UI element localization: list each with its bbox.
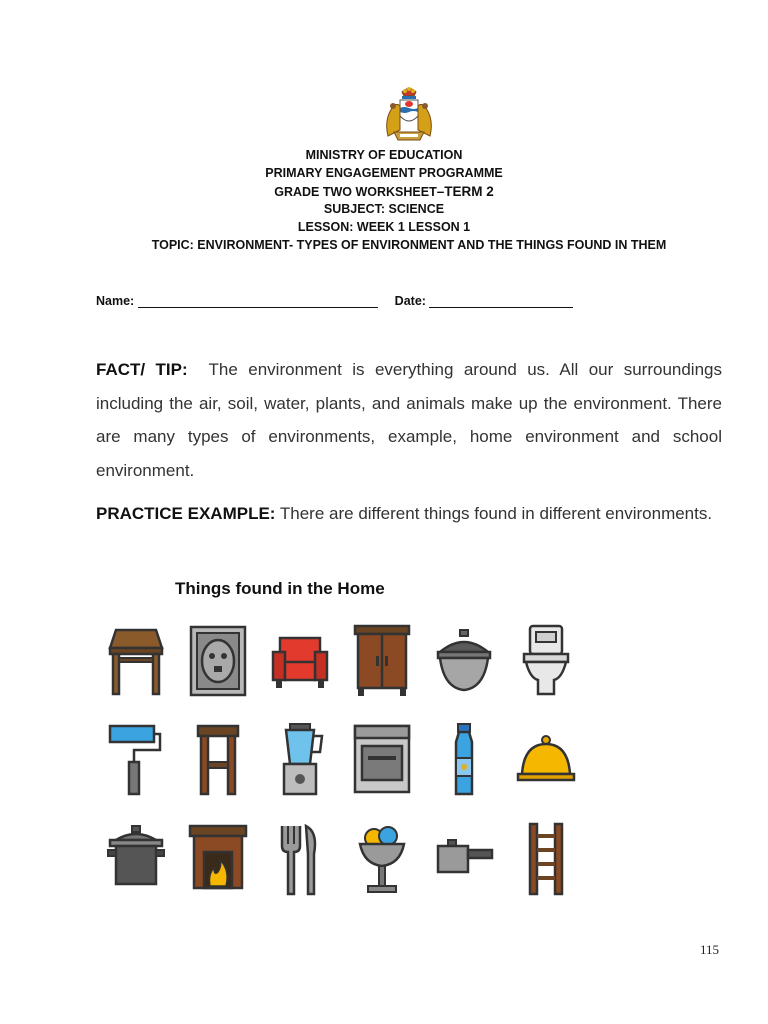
header-term: –TERM 2 [436, 183, 494, 199]
name-field[interactable] [138, 295, 378, 308]
oven-icon [352, 722, 412, 798]
fact-tip-text: The environment is everything around us. All our surroundings including the air, soil, water, plants, and animals make up the environment. There are many types of environments, example, home environment and school environment. [96, 360, 722, 480]
page-number: 115 [700, 942, 720, 957]
name-date-row [96, 294, 573, 308]
practice-example-label: PRACTICE EXAMPLE [96, 504, 270, 523]
ice-cream-cup-icon [352, 822, 412, 898]
grill-icon [434, 622, 494, 698]
wall-socket-icon [188, 622, 248, 698]
food-cloche-icon [516, 722, 576, 798]
toilet-icon [516, 622, 576, 698]
saucepan-icon [434, 822, 494, 898]
cutlery-icon [270, 822, 330, 898]
paint-roller-icon [106, 722, 166, 798]
date-field[interactable] [429, 295, 573, 308]
practice-example-paragraph [96, 497, 722, 531]
name-label: Name: [96, 294, 135, 308]
header-ministry: MINISTRY OF EDUCATION [305, 148, 463, 162]
header-programme: PRIMARY ENGAGEMENT PROGRAMME [265, 165, 503, 180]
stool-icon [188, 722, 248, 798]
date-label: Date: [394, 294, 426, 308]
fact-tip-label: FACT/ TIP [96, 360, 182, 379]
practice-example-colon: : [269, 504, 276, 523]
blender-icon [270, 722, 330, 798]
section-title: Things found in the Home [175, 579, 385, 598]
header-grade [0, 183, 768, 202]
sofa-icon [270, 622, 330, 698]
fireplace-icon [188, 822, 248, 898]
wardrobe-icon [352, 622, 412, 698]
table-icon [106, 622, 166, 698]
header-lesson: LESSON: WEEK 1 LESSON 1 [297, 220, 471, 235]
ladder-icon [516, 822, 576, 898]
header-grade-text: GRADE TWO WORKSHEET [274, 184, 437, 199]
fact-tip-colon: : [182, 360, 188, 379]
practice-example-text: There are different things found in different environments. [279, 504, 713, 523]
header-topic: TOPIC: ENVIRONMENT- TYPES OF ENVIRONMENT AND THE THINGS FOUND IN THEM [151, 237, 667, 252]
worksheet-header [0, 147, 768, 255]
header-subject: SUBJECT: SCIENCE [323, 202, 445, 217]
coat-of-arms-logo [380, 86, 438, 144]
bottle-icon [434, 722, 494, 798]
fact-tip-paragraph [96, 353, 722, 487]
pot-icon [106, 822, 166, 898]
